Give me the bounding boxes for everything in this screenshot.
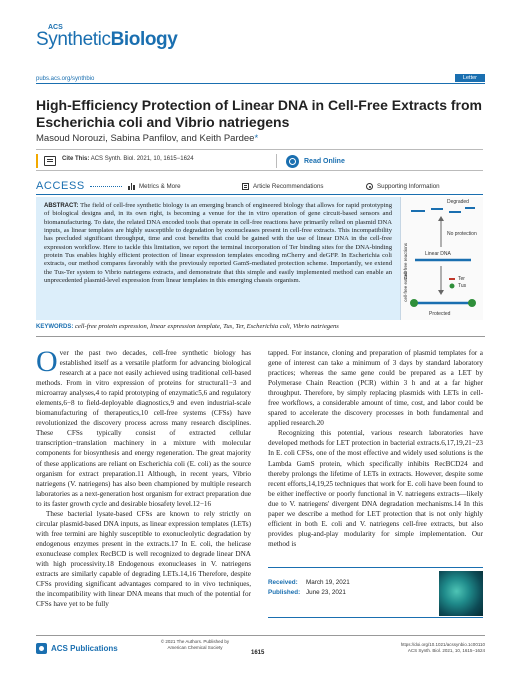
doi-link[interactable]: https://doi.org/10.1021/acssynbio.1c00110 [400,642,485,647]
access-label: ACCESS [36,180,85,192]
supporting-info-label: Supporting Information [377,183,440,190]
published-row [268,588,350,598]
logo-name [36,29,177,51]
keywords [36,323,483,331]
received-date: March 19, 2021 [306,579,350,586]
supporting-info-button[interactable] [366,183,440,190]
access-rule [36,194,483,195]
publisher-name: ACS Publications [51,644,118,653]
copyright-line-2: American Chemical Society [167,645,223,650]
acs-logo-icon [36,643,47,654]
toc-protected-label: Protected [429,311,451,317]
body-paragraph: These bacterial lysate-based CFSs are known to rely strictly on circular plasmid-based DNA inputs, as linear expression templates (LETs) with free termini are highly susceptible to exonucleolytic degradation by endogenous enzymes present in the extracts.17 In E. coli, the helicase exonuclease complex RecBCD is well recognized to degrade linear DNA with high processivity.18 Endogenous exonucleases in V. natriegens extracts are similarly capable of degrading LETs.14,16 Therefore, despite CFSs providing significant advantages compared to in vivo techniques, the incompatibility with linear DNA means that much of the potential for CFSs have yet to be fully [36,509,251,609]
read-online-icon [286,155,299,168]
dates-text [268,578,350,598]
abstract-text [44,202,392,285]
doi-info [401,642,485,654]
logo-word-synthetic: Synthetic [36,29,111,50]
toc-no-protection-label: No protection [447,231,477,237]
intro-paragraph-text: ver the past two decades, cell-free synthetic biology has established itself as a versatile platform for advancing biological research at a pace not easily achieved using traditional cell-based methods. From in vitro expression of proteins for structural1−3 and microarray analyses,4 to rapid prototyping of enzymatic5,6 and regulatory elements,6−8 to field-deployable diagnostics,9 and even industrial-scale biomanufacturing of therapeutics,10 cell-free systems (CFSs) have revolutionized the discovery process across many research disciplines. These CFSs typically consist of extracted cellular transcription−translation machinery in a mixture with molecular components for biosynthesis and energy regeneration. The great majority of these applications are reliant on Escherichia coli (E. coli) as the source organism for extract preparation.11 Although, in recent years, Vibrio natriegens (V. natriegens) has also been championed by multiple research laboratories as a next-generation host organism for extract preparation due to its faster growth cycle and desirable biosafety level.12−16 [36,349,251,508]
toc-graphic-svg [401,197,484,320]
metrics-label: Metrics & More [139,183,181,190]
read-online-label: Read Online [304,157,345,165]
received-row [268,578,350,588]
citation-text [62,156,194,162]
body-paragraph: Recognizing this potential, various research laboratories have developed methods for LET protection in bacterial extracts.6,17,19,21−23 In E. coli CFSs, one of the most effective and widely used solutions is the Lambda GamS protein, which specifically inhibits RecBCD24 and thereby prolongs the lifetime of LETs in extracts. However, despite some recent efforts,14,19,25 techniques that work for E. coli have been found to be either ineffective or poorly functional in V. natriegens extracts—likely due to V. natriegens' divergent DNA degradation mechanisms.14 In this paper we describe a method for LET protection that is not only highly efficient in both E. coli and V. natriegens cell-free extracts, but also provides plug-and-play modularity for simple implementation. Our method is [268,429,483,548]
logo-prefix: ACS [48,24,63,31]
degraded-dna-fragments [411,208,475,212]
toc-ter-label: Ter [458,276,465,282]
drop-cap: O [36,345,58,378]
received-label: Received: [268,579,298,586]
toc-tus-label: Tus [458,283,467,289]
toc-cell-free-reactions-label: Cell-free reactions [403,243,408,280]
keywords-values: cell-free protein expression, linear expression template, Tus, Ter, Escherichia coli, Vibrio natriegens [75,323,339,330]
citation-accent [36,154,38,168]
tus-legend-mark [450,284,455,289]
access-dots [90,186,122,187]
body-rule [36,336,485,337]
body-column-left [36,345,251,609]
abstract-box [36,197,483,320]
toc-linear-dna-label: Linear DNA [425,251,451,257]
down-arrow-icon [438,266,444,295]
acs-publications-logo[interactable] [36,643,118,654]
copyright-line-1: © 2021 The Authors. Published by [160,639,230,644]
citation-divider [276,154,277,168]
copyright-notice [140,639,250,651]
citation-bar [36,149,483,171]
protected-dna [410,299,476,307]
read-online-button[interactable] [286,154,345,168]
keywords-heading: KEYWORDS: [36,324,74,330]
toc-graphic[interactable] [400,197,483,320]
article-type-badge: Letter [455,74,485,82]
corresponding-author-mark[interactable]: * [254,133,259,144]
body-paragraph [36,345,251,509]
recommendations-button[interactable] [242,183,324,190]
recommendations-label: Article Recommendations [253,183,324,190]
page-number: 1615 [251,650,265,656]
metrics-button[interactable] [128,183,181,190]
abstract-body: The field of cell-free synthetic biology is an emerging branch of engineered biology that allows for rapid prototyping of biological designs and, in its own right, is becoming a venue for the in vitro operation of gene circuit-based sensors and biomanufacturing. To date, the related DNA encoded tools that operate in cell-free reactions have primarily relied on plasmid DNA inputs, as linear templates are highly susceptible to degradation by exonucleases present in cell-free extracts. This incompatibility has precluded significant throughput, time and cost benefits that could be gained with the use of linear DNA in the cell-free expression workflow. Here to tackle this limitation, we report the terminal incorporation of Ter binding sites for the DNA-binding protein Tus enables highly efficient protection of linear expression templates encoding mCherry and deGFP. In Escherichia coli extracts, our method compares favorably with the previously reported GamS-mediated protection scheme. Importantly, we extend the Tus-Ter system to Vibrio natriegens extracts, and demonstrate that this simple and easily implemented method can enable an unprecedented plasmid-level expression from linear templates in this emerging chassis organism. [44,202,392,285]
published-label: Published: [268,589,301,596]
body-paragraph: tapped. For instance, cloning and preparation of plasmid templates for a gene of interest can take a minimum of 3 days by standard laboratory practices; whereas the same gene could be prepared as a LET by Polymerase Chain Reaction (PCR) within 3 h and at a far higher throughput. Therefore, by simply replacing plasmids with LETs in cell-free workflows, a considerable amount of time, cost, and labor could be spared to accelerate the discovery processes in both fundamental and applied research.20 [268,349,483,428]
footer-citation: ACS Synth. Biol. 2021, 10, 1615−1624 [407,648,485,653]
author-names: Masoud Norouzi, Sabina Panfilov, and Keith Pardee [36,133,255,144]
journal-url-link[interactable]: pubs.acs.org/synthbio [36,76,95,82]
info-circle-icon [366,183,373,190]
abstract-heading: ABSTRACT: [44,203,79,209]
journal-cover-thumbnail[interactable] [439,571,483,616]
cite-reference[interactable]: ACS Synth. Biol. 2021, 10, 1615−1624 [90,156,194,162]
body-column-right [268,348,483,549]
access-bar [36,181,483,195]
page-footer [36,635,485,665]
article-title: High-Efficiency Protection of Linear DNA in Cell-Free Extracts from Escherichia coli and Vibrio natriegens [36,97,483,130]
toc-degraded-label: Degraded [447,199,469,205]
up-arrow-icon [438,216,444,247]
header-rule [36,83,485,84]
published-date: June 23, 2021 [306,589,346,596]
publication-dates [268,567,483,618]
document-icon [242,183,249,190]
author-list [36,133,258,144]
logo-word-biology: Biology [110,29,178,50]
bar-chart-icon [128,183,135,190]
footer-rule [36,635,485,636]
cite-icon[interactable] [44,156,56,166]
toc-cell-free-extract-label: cell-free extract [403,271,408,302]
cite-label: Cite This: [62,156,90,162]
